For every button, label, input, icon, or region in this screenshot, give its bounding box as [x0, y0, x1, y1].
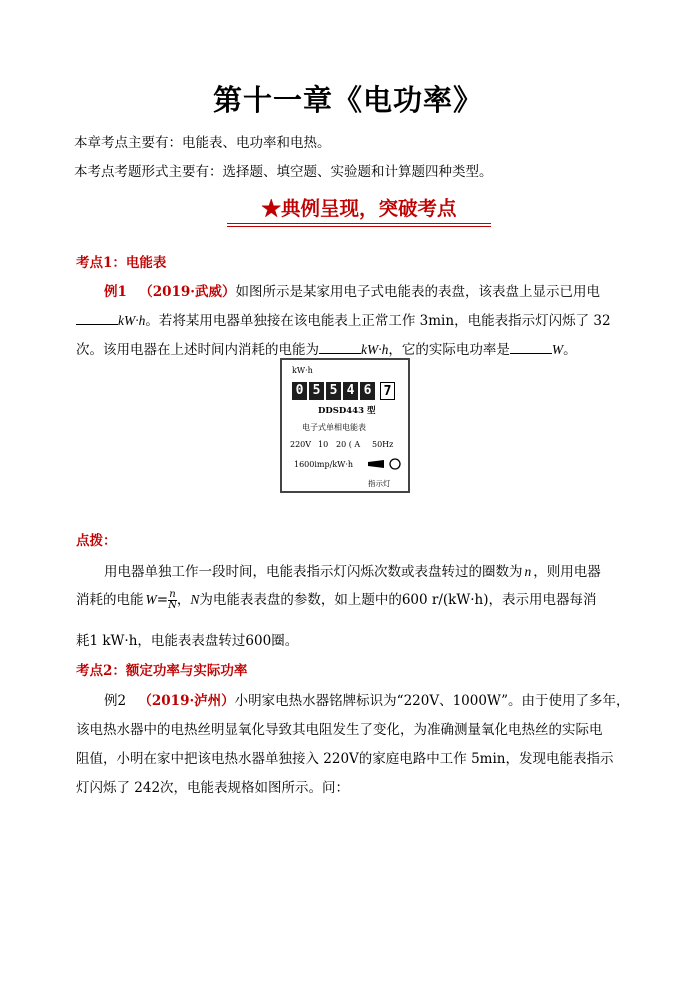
meter-name: 电子式单相电能表 — [302, 423, 366, 432]
example-1-text-2: 。若将某用电器单独接在该电能表上正常工作 3min，电能表指示灯闪烁了 32 — [145, 313, 611, 329]
unit-kwh-2: kW·h — [361, 342, 389, 357]
example-1-line-3 — [76, 338, 577, 358]
unit-w: W — [551, 342, 564, 357]
example-2-line-4: 灯闪烁了 242次，电能表规格如图所示。问： — [76, 780, 350, 796]
period: 。 — [563, 342, 577, 358]
indicator-light-icon — [368, 457, 404, 473]
formula-fraction — [168, 590, 177, 611]
var-n: n — [524, 564, 532, 579]
meter-unit-label: kW·h — [292, 366, 313, 375]
answer-blank-3[interactable] — [510, 341, 552, 354]
meter-spec-frequency: 50Hz — [372, 440, 394, 449]
meter-spec-voltage: 220V — [290, 440, 312, 449]
example-1-text-3b: ，它的实际电功率是 — [388, 342, 510, 358]
fraction-denominator: N — [168, 600, 177, 611]
example-1-line-2 — [76, 309, 611, 329]
example-2-label: 例2 — [104, 693, 127, 709]
dianbo-text-1: 用电器单独工作一段时间，电能表指示灯闪烁次数或表盘转过的圈数为 — [104, 564, 523, 580]
dianbo-text-2a: 消耗的电能 — [76, 592, 144, 608]
banner-underline — [227, 223, 491, 224]
fraction-numerator: n — [169, 589, 176, 600]
example-2-line-3: 阻值，小明在家中把该电热水器单独接入 220V的家庭电路中工作 5min，发现电能表指示 — [76, 751, 614, 767]
dianbo-line-1 — [104, 560, 601, 580]
answer-blank-2[interactable] — [319, 341, 361, 354]
banner-underline-2 — [227, 226, 491, 227]
example-1-line-1 — [104, 280, 600, 300]
example-2-line-2: 该电热水器中的电热丝明显氧化导致其电阻发生了变化，为准确测量氧化电热丝的实际电 — [76, 722, 603, 738]
kaodian-1-heading: 考点1：电能表 — [76, 255, 167, 271]
kaodian-2-heading: 考点2：额定功率与实际功率 — [76, 663, 248, 679]
meter-rate: 1600imp/kW·h — [294, 460, 354, 469]
meter-digit: 6 — [360, 382, 375, 400]
electric-meter-image — [280, 358, 410, 493]
answer-blank-1[interactable] — [76, 312, 118, 325]
meter-digit-decimal: 7 — [380, 382, 395, 400]
meter-spec-current: 10 — [318, 440, 329, 449]
dianbo-heading: 点拨： — [76, 533, 117, 549]
example-2-text-1: 小明家电热水器铭牌标识为“220V、1000W”。由于使用了多年， — [234, 693, 630, 709]
meter-digit: 4 — [343, 382, 358, 400]
intro-line-1: 本章考点主要有：电能表、电功率和电热。 — [74, 135, 331, 151]
page-title: 第十一章《电功率》 — [212, 83, 483, 117]
comma: ， — [176, 592, 191, 608]
formula-equals: = — [156, 592, 169, 608]
meter-digit: 5 — [326, 382, 341, 400]
example-2-source: （2019·泸州） — [138, 693, 235, 709]
meter-digits — [292, 382, 395, 400]
example-1-text-1: 如图所示是某家用电子式电能表的表盘，该表盘上显示已用电 — [235, 284, 600, 300]
formula-w: W — [145, 592, 157, 607]
var-N: N — [190, 592, 200, 607]
meter-indicator-label: 指示灯 — [368, 479, 391, 488]
dianbo-line-2 — [76, 588, 596, 611]
example-1-label: 例1 — [104, 284, 127, 300]
example-1-source: （2019·武威） — [139, 284, 236, 300]
dianbo-text-2c: 为电能表表盘的参数，如上题中的600 r/(kW·h)，表示用电器每消 — [199, 592, 597, 608]
dianbo-line-3: 耗1 kW·h，电能表表盘转过600圈。 — [76, 633, 299, 649]
section-banner: ★典例呈现，突破考点 — [261, 197, 457, 220]
meter-digit: 0 — [292, 382, 307, 400]
example-2-line-1 — [104, 689, 629, 709]
unit-kwh-1: kW·h — [118, 313, 146, 328]
intro-line-2: 本考点考题形式主要有：选择题、填空题、实验题和计算题四种类型。 — [74, 164, 493, 180]
meter-model: DDSD443 型 — [318, 406, 376, 416]
meter-spec-max-current: 20 ( A — [336, 440, 361, 449]
example-1-text-3a: 次。该用电器在上述时间内消耗的电能为 — [76, 342, 319, 358]
dianbo-text-1b: ，则用电器 — [533, 564, 601, 580]
meter-digit: 5 — [309, 382, 324, 400]
